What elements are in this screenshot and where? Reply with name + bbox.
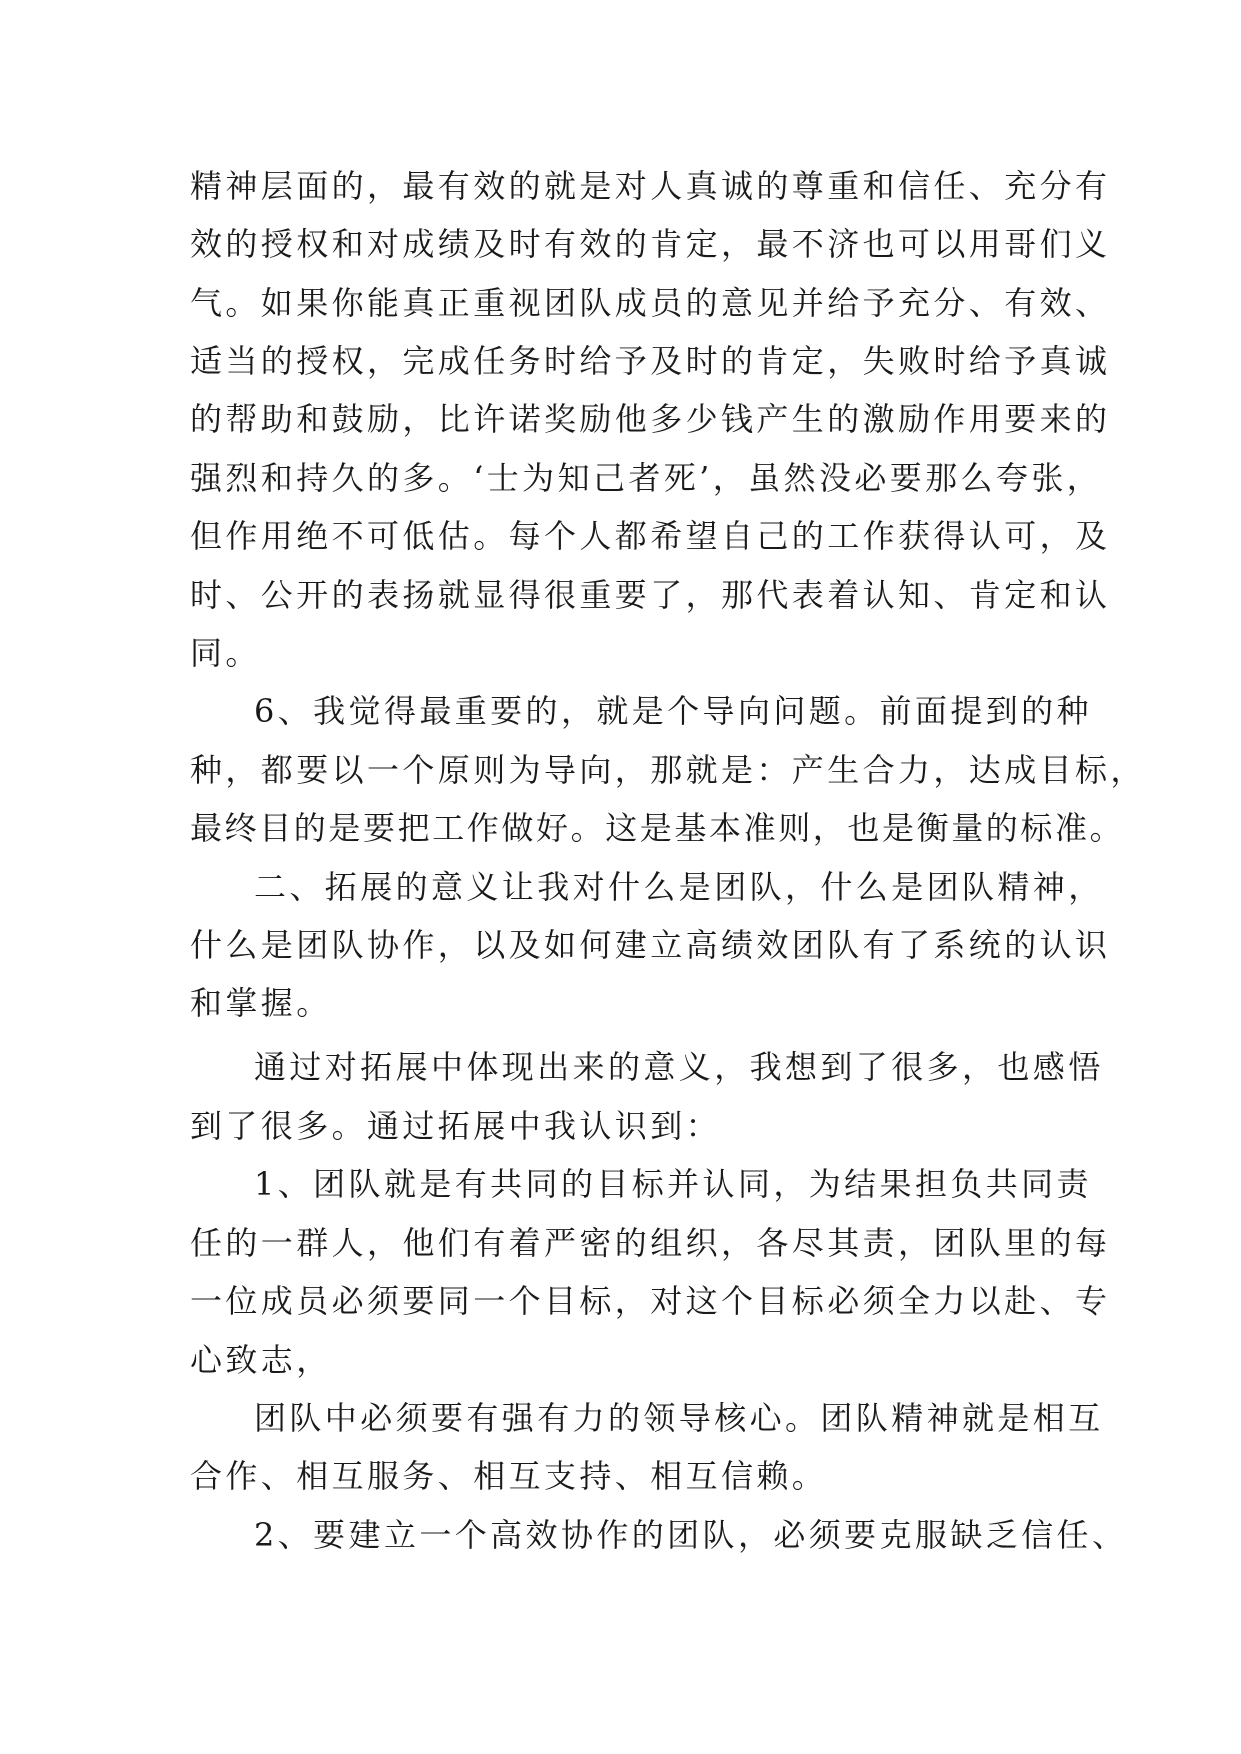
text-line: 一位成员必须要同一个目标，对这个目标必须全力以赴、专	[190, 1282, 1111, 1320]
text-line: 到了很多。通过拓展中我认识到：	[190, 1107, 722, 1145]
text-line: 同。	[190, 634, 261, 672]
text-line: 强烈和持久的多。‘士为知己者死’，虽然没必要那么夸张，	[190, 459, 1103, 497]
text-line: 6、我觉得最重要的，就是个导向问题。前面提到的种	[254, 692, 1092, 730]
text-line: 但作用绝不可低估。每个人都希望自己的工作获得认可，及	[190, 517, 1111, 555]
text-line: 的帮助和鼓励，比许诺奖励他多少钱产生的激励作用要来的	[190, 400, 1111, 438]
text-line: 通过对拓展中体现出来的意义，我想到了很多，也感悟	[254, 1048, 1104, 1086]
text-line: 效的授权和对成绩及时有效的肯定，最不济也可以用哥们义	[190, 225, 1111, 263]
text-line: 1、团队就是有共同的目标并认同，为结果担负共同责	[254, 1165, 1092, 1203]
text-line: 种，都要以一个原则为导向，那就是：产生合力，达成目标，	[190, 751, 1146, 789]
text-line: 2、要建立一个高效协作的团队，必须要克服缺乏信任、	[254, 1516, 1128, 1554]
text-line: 团队中必须要有强有力的领导核心。团队精神就是相互	[254, 1399, 1104, 1437]
text-line: 二、拓展的意义让我对什么是团队，什么是团队精神，	[254, 868, 1104, 906]
text-line: 什么是团队协作，以及如何建立高绩效团队有了系统的认识	[190, 926, 1111, 964]
text-line: 气。如果你能真正重视团队成员的意见并给予充分、有效、	[190, 284, 1111, 322]
text-line: 和掌握。	[190, 984, 332, 1022]
text-line: 适当的授权，完成任务时给予及时的肯定，失败时给予真诚	[190, 342, 1111, 380]
text-line: 精神层面的，最有效的就是对人真诚的尊重和信任、充分有	[190, 167, 1111, 205]
text-line: 任的一群人，他们有着严密的组织，各尽其责，团队里的每	[190, 1224, 1111, 1262]
text-line: 合作、相互服务、相互支持、相互信赖。	[190, 1457, 828, 1495]
text-line: 心致志，	[190, 1341, 332, 1379]
text-line: 最终目的是要把工作做好。这是基本准则，也是衡量的标准。	[190, 809, 1125, 847]
text-line: 时、公开的表扬就显得很重要了，那代表着认知、肯定和认	[190, 576, 1111, 614]
